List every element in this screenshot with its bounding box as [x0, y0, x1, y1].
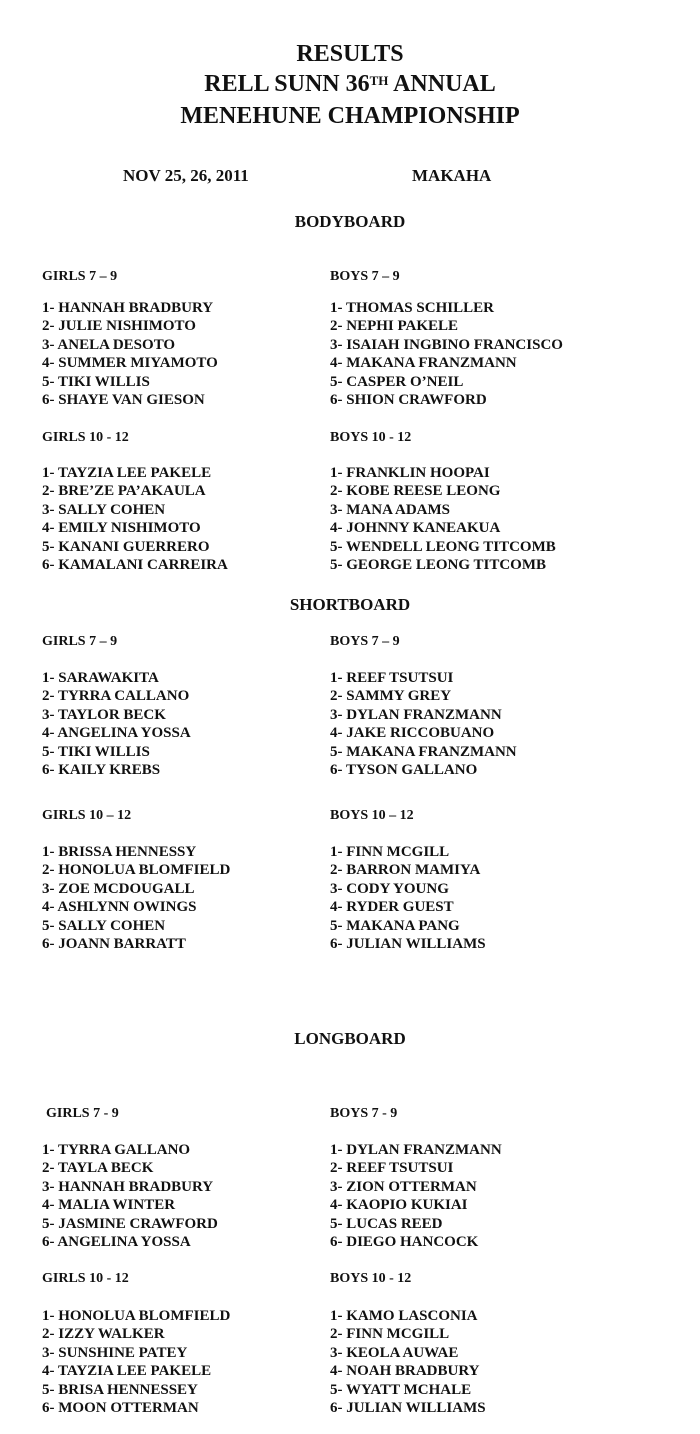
- result-entry: 5- LUCAS REED: [330, 1215, 443, 1232]
- result-entry: 4- JAKE RICCOBUANO: [330, 725, 495, 742]
- result-entry: 4- TAYZIA LEE PAKELE: [42, 1363, 212, 1380]
- result-entry: 4- NOAH BRADBURY: [330, 1363, 480, 1380]
- results-list: [42, 299, 218, 409]
- division-heading: BOYS 10 – 12: [330, 808, 414, 823]
- result-entry: 5- WENDELL LEONG TITCOMB: [330, 538, 556, 555]
- result-entry: 6- SHAYE VAN GIESON: [42, 391, 205, 408]
- result-entry: 2- TAYLA BECK: [42, 1160, 154, 1177]
- result-entry: 1- REEF TSUTSUI: [330, 670, 454, 686]
- result-entry: 5- GEORGE LEONG TITCOMB: [330, 556, 547, 573]
- event-dates: NOV 25, 26, 2011: [123, 166, 249, 185]
- division-heading: GIRLS 10 - 12: [42, 1271, 129, 1286]
- result-entry: 3- SUNSHINE PATEY: [42, 1344, 188, 1361]
- result-entry: 4- MALIA WINTER: [42, 1197, 176, 1214]
- event-title: [0, 70, 700, 98]
- result-entry: 1- DYLAN FRANZMANN: [330, 1142, 502, 1158]
- result-entry: 5- KANANI GUERRERO: [42, 538, 210, 555]
- results-title: RESULTS: [296, 41, 404, 67]
- result-entry: 5- MAKANA FRANZMANN: [330, 743, 517, 760]
- result-entry: 4- ASHLYNN OWINGS: [42, 899, 197, 916]
- result-entry: 1- HANNAH BRADBURY: [42, 300, 214, 316]
- division-heading: GIRLS 10 - 12: [42, 430, 129, 445]
- event-location: MAKAHA: [412, 166, 492, 185]
- result-entry: 1- FRANKLIN HOOPAI: [330, 465, 490, 481]
- division-heading: BOYS 10 - 12: [330, 1271, 412, 1286]
- result-entry: 3- DYLAN FRANZMANN: [330, 706, 502, 723]
- result-entry: 2- FINN MCGILL: [330, 1326, 450, 1343]
- division-heading: GIRLS 7 – 9: [42, 634, 118, 649]
- result-entry: 5- WYATT MCHALE: [330, 1381, 472, 1398]
- result-entry: 4- KAOPIO KUKIAI: [330, 1197, 468, 1214]
- result-entry: 2- NEPHI PAKELE: [330, 318, 459, 335]
- division-heading: BOYS 7 - 9: [330, 1106, 398, 1121]
- result-entry: 2- BARRON MAMIYA: [330, 862, 481, 879]
- result-entry: 5- TIKI WILLIS: [42, 373, 150, 390]
- results-list: [330, 1307, 486, 1417]
- result-entry: 1- KAMO LASCONIA: [330, 1308, 478, 1324]
- result-entry: 5- MAKANA PANG: [330, 917, 460, 934]
- result-entry: 3- ZOE MCDOUGALL: [42, 880, 195, 897]
- result-entry: 5- CASPER O’NEIL: [330, 373, 464, 390]
- result-entry: 6- SHION CRAWFORD: [330, 391, 487, 408]
- result-entry: 4- MAKANA FRANZMANN: [330, 355, 517, 372]
- result-entry: 2- TYRRA CALLANO: [42, 688, 190, 705]
- result-entry: 2- REEF TSUTSUI: [330, 1160, 454, 1177]
- division-heading: BOYS 7 – 9: [330, 634, 400, 649]
- result-entry: 3- TAYLOR BECK: [42, 706, 166, 723]
- results-list: [330, 464, 556, 574]
- result-entry: 4- RYDER GUEST: [330, 899, 454, 916]
- result-entry: 3- ANELA DESOTO: [42, 336, 176, 353]
- result-entry: 5- TIKI WILLIS: [42, 743, 150, 760]
- results-list: [42, 1141, 218, 1251]
- event-title-main: RELL SUNN 36: [204, 71, 370, 97]
- results-list: [330, 669, 517, 779]
- results-list: [330, 843, 486, 953]
- result-entry: 2- HONOLUA BLOMFIELD: [42, 862, 231, 879]
- result-entry: 1- TYRRA GALLANO: [42, 1142, 191, 1158]
- result-entry: 1- SARAWAKITA: [42, 670, 159, 686]
- results-list: [330, 299, 563, 409]
- result-entry: 6- JOANN BARRATT: [42, 935, 186, 952]
- result-entry: 5- JASMINE CRAWFORD: [42, 1215, 218, 1232]
- result-entry: 4- JOHNNY KANEAKUA: [330, 520, 501, 537]
- result-entry: 4- ANGELINA YOSSA: [42, 725, 191, 742]
- result-entry: 6- JULIAN WILLIAMS: [330, 1399, 486, 1416]
- division-heading: GIRLS 7 – 9: [42, 269, 118, 284]
- section-title-longboard: LONGBOARD: [294, 1029, 406, 1048]
- result-entry: 6- MOON OTTERMAN: [42, 1399, 199, 1416]
- result-entry: 1- TAYZIA LEE PAKELE: [42, 465, 212, 481]
- results-list: [330, 1141, 502, 1251]
- result-entry: 6- TYSON GALLANO: [330, 761, 478, 778]
- results-list: [42, 1307, 230, 1417]
- championship-title: MENEHUNE CHAMPIONSHIP: [180, 103, 520, 129]
- division-heading: BOYS 7 – 9: [330, 269, 400, 284]
- section-title-bodyboard: BODYBOARD: [294, 212, 406, 231]
- result-entry: 6- ANGELINA YOSSA: [42, 1233, 191, 1250]
- result-entry: 2- BRE’ZE PA’AKAULA: [42, 483, 206, 500]
- result-entry: 3- ZION OTTERMAN: [330, 1178, 477, 1195]
- result-entry: 3- SALLY COHEN: [42, 501, 166, 518]
- result-entry: 3- MANA ADAMS: [330, 501, 450, 518]
- result-entry: 2- KOBE REESE LEONG: [330, 483, 501, 500]
- result-entry: 3- CODY YOUNG: [330, 880, 449, 897]
- result-entry: 5- SALLY COHEN: [42, 917, 166, 934]
- result-entry: 4- EMILY NISHIMOTO: [42, 520, 201, 537]
- result-entry: 4- SUMMER MIYAMOTO: [42, 355, 218, 372]
- result-entry: 2- JULIE NISHIMOTO: [42, 318, 196, 335]
- result-entry: 3- KEOLA AUWAE: [330, 1344, 459, 1361]
- results-list: [42, 669, 191, 779]
- result-entry: 2- SAMMY GREY: [330, 688, 452, 705]
- results-list: [42, 843, 230, 953]
- result-entry: 3- ISAIAH INGBINO FRANCISCO: [330, 336, 563, 353]
- section-title-shortboard: SHORTBOARD: [289, 595, 411, 614]
- event-title-annual: ANNUAL: [388, 71, 496, 97]
- division-heading: GIRLS 10 – 12: [42, 808, 132, 823]
- result-entry: 1- BRISSA HENNESSY: [42, 844, 197, 860]
- results-list: [42, 464, 228, 574]
- ordinal-suffix: TH: [369, 73, 389, 88]
- result-entry: 6- KAMALANI CARREIRA: [42, 556, 228, 573]
- result-entry: 1- HONOLUA BLOMFIELD: [42, 1308, 231, 1324]
- result-entry: 1- FINN MCGILL: [330, 844, 450, 860]
- result-entry: 6- KAILY KREBS: [42, 761, 161, 778]
- division-heading: GIRLS 7 - 9: [46, 1106, 119, 1121]
- result-entry: 6- DIEGO HANCOCK: [330, 1233, 479, 1250]
- result-entry: 3- HANNAH BRADBURY: [42, 1178, 214, 1195]
- result-entry: 5- BRISA HENNESSEY: [42, 1381, 198, 1398]
- result-entry: 1- THOMAS SCHILLER: [330, 300, 494, 316]
- result-entry: 6- JULIAN WILLIAMS: [330, 935, 486, 952]
- division-heading: BOYS 10 - 12: [330, 430, 412, 445]
- result-entry: 2- IZZY WALKER: [42, 1326, 165, 1343]
